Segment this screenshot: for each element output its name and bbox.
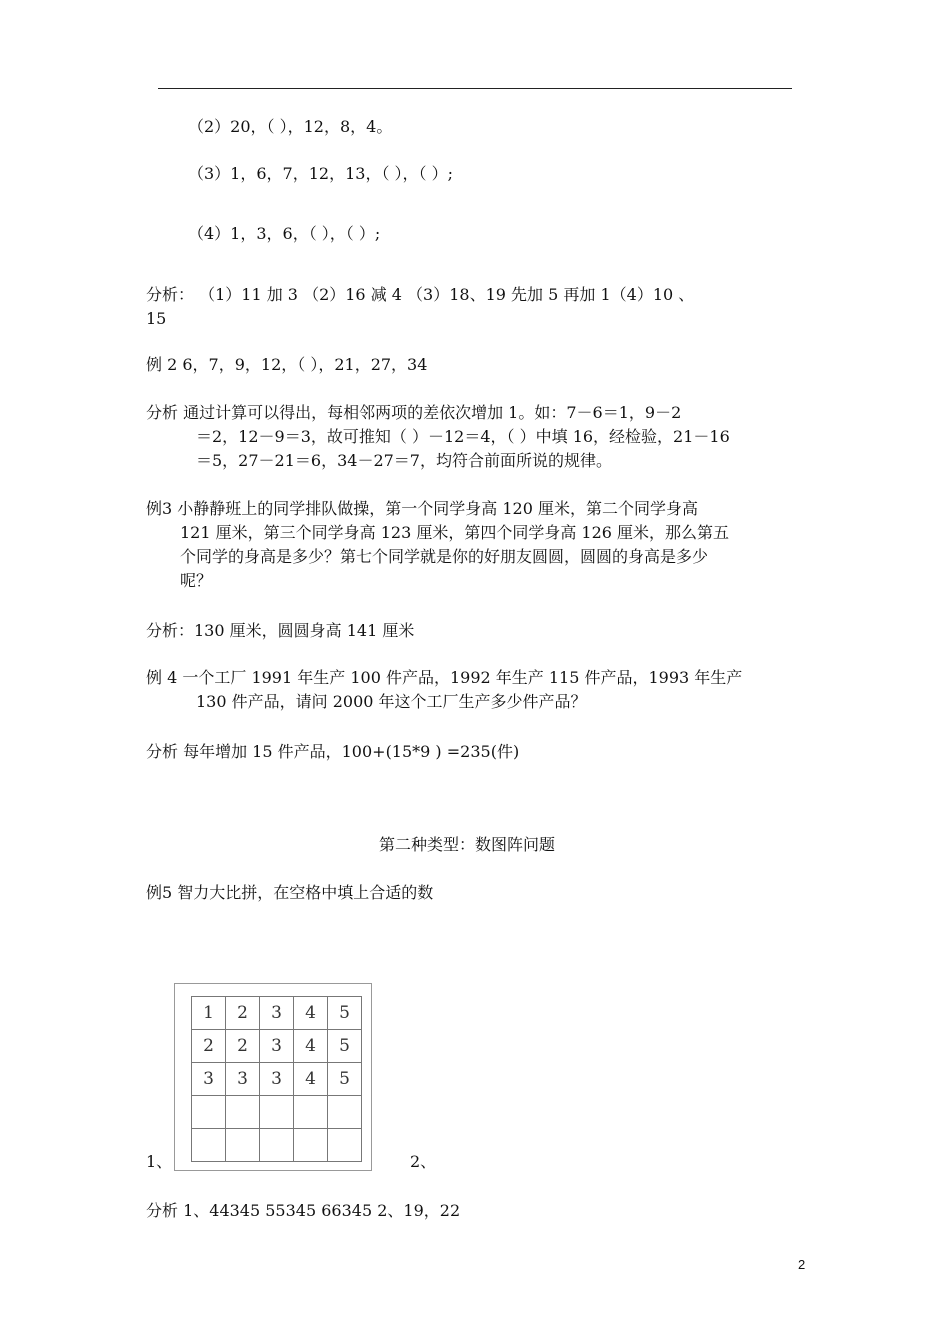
number-grid-figure: [174, 983, 372, 1171]
analysis-1-line-2: 15: [146, 309, 167, 328]
grid-cell: 1: [192, 997, 226, 1030]
analysis-5: 分析 1、44345 55345 66345 2、19，22: [146, 1201, 461, 1220]
analysis-3: 分析：130 厘米，圆圆身高 141 厘米: [146, 621, 415, 640]
section-title: 第二种类型：数图阵问题: [378, 835, 555, 854]
example-3-line-2: 121 厘米，第三个同学身高 123 厘米，第四个同学身高 126 厘米，那么第五: [180, 523, 730, 542]
grid-cell: [294, 1096, 328, 1129]
figure-1-label: 1、: [146, 1152, 173, 1171]
grid-cell: [294, 1129, 328, 1162]
grid-row: [192, 1030, 362, 1063]
grid-cell: [192, 1096, 226, 1129]
example-5: 例5 智力大比拼，在空格中填上合适的数: [146, 883, 434, 902]
grid-cell: [226, 1129, 260, 1162]
grid-cell: [260, 1096, 294, 1129]
grid-row: [192, 1129, 362, 1162]
example-4-line-2: 130 件产品，请问 2000 年这个工厂生产多少件产品？: [196, 692, 587, 711]
example-2: 例 2 6，7，9，12，（ ），21，27，34: [146, 355, 428, 374]
analysis-4: 分析 每年增加 15 件产品，100+(15*9 ) =235(件): [146, 742, 520, 761]
grid-row: [192, 1096, 362, 1129]
number-grid: [191, 996, 362, 1162]
grid-cell: 5: [328, 1063, 362, 1096]
grid-cell: 3: [260, 997, 294, 1030]
grid-row: [192, 1063, 362, 1096]
analysis-2-line-2: ＝2，12－9＝3，故可推知（ ）－12＝4，（ ）中填 16，经检验，21－16: [196, 427, 730, 446]
grid-cell: 3: [260, 1030, 294, 1063]
sequence-3: （3）1，6，7，12，13，（ ），（ ）;: [188, 164, 454, 183]
grid-cell: 5: [328, 1030, 362, 1063]
grid-cell: 3: [192, 1063, 226, 1096]
grid-cell: [260, 1129, 294, 1162]
sequence-4: （4）1，3，6，（ ），（ ）;: [188, 224, 381, 243]
grid-cell: [328, 1096, 362, 1129]
grid-cell: 3: [260, 1063, 294, 1096]
sequence-2: （2）20，（ ），12，8，4。: [188, 117, 393, 136]
analysis-2-line-3: ＝5，27－21＝6，34－27＝7，均符合前面所说的规律。: [196, 451, 612, 470]
grid-cell: 4: [294, 1030, 328, 1063]
example-3-line-4: 呢？: [180, 571, 213, 590]
grid-cell: [328, 1129, 362, 1162]
example-3-line-1: 例3 小静静班上的同学排队做操，第一个同学身高 120 厘米，第二个同学身高: [146, 499, 698, 518]
grid-cell: 5: [328, 997, 362, 1030]
example-3-line-3: 个同学的身高是多少？第七个同学就是你的好朋友圆圆，圆圆的身高是多少: [180, 547, 709, 566]
grid-cell: 2: [226, 997, 260, 1030]
grid-cell: [192, 1129, 226, 1162]
analysis-1-line-1: 分析： （1）11 加 3 （2）16 减 4 （3）18、19 先加 5 再加 1（4）10 、: [146, 285, 695, 304]
page-number: 2: [798, 1257, 806, 1272]
header-rule: [158, 88, 792, 89]
grid-cell: 2: [192, 1030, 226, 1063]
analysis-2-line-1: 分析 通过计算可以得出，每相邻两项的差依次增加 1。如：7－6＝1，9－2: [146, 403, 682, 422]
grid-row: [192, 997, 362, 1030]
grid-cell: [226, 1096, 260, 1129]
example-4-line-1: 例 4 一个工厂 1991 年生产 100 件产品，1992 年生产 115 件产品，1993 年生产: [146, 668, 743, 687]
grid-cell: 3: [226, 1063, 260, 1096]
grid-cell: 4: [294, 1063, 328, 1096]
grid-cell: 4: [294, 997, 328, 1030]
grid-cell: 2: [226, 1030, 260, 1063]
figure-2-label: 2、: [410, 1152, 437, 1171]
